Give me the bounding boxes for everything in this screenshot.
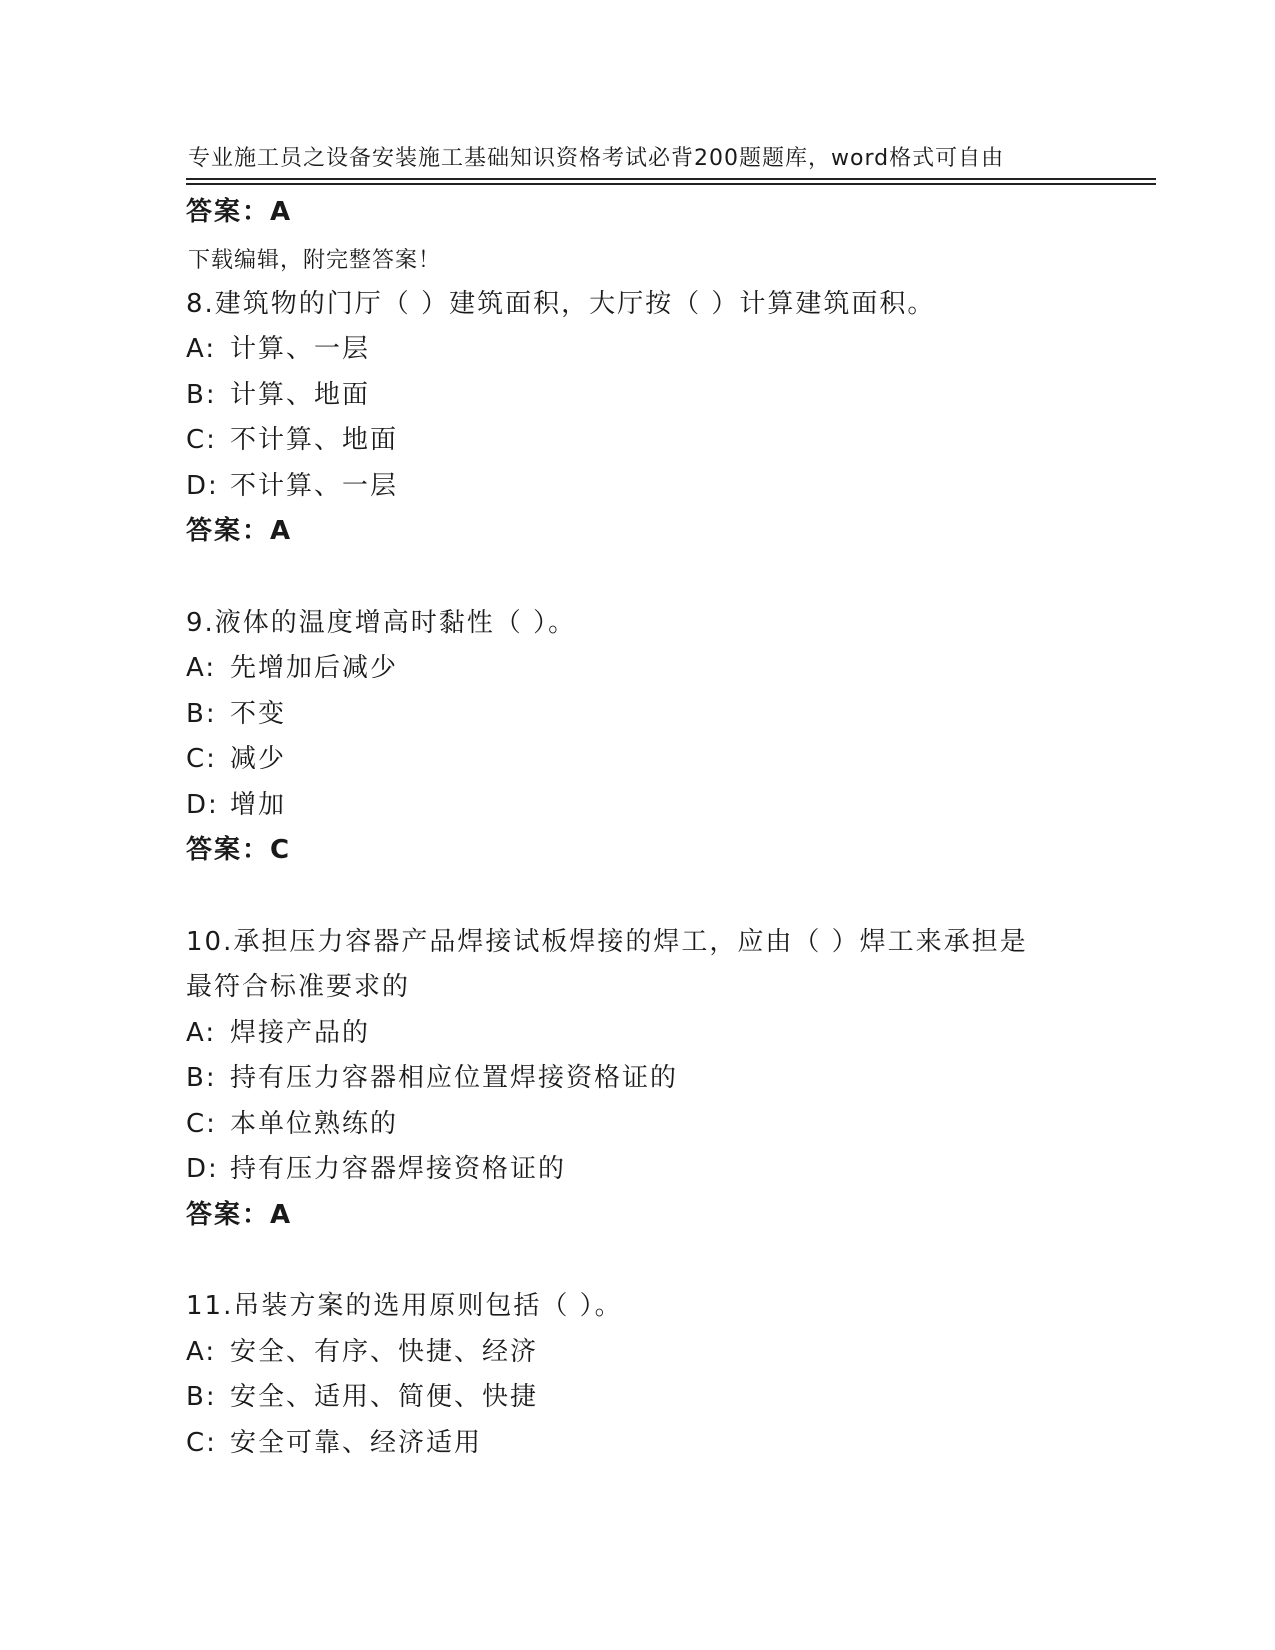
option-text: 安全、适用、简便、快捷: [230, 1382, 539, 1412]
option-label: B:: [186, 698, 217, 729]
option-c: [186, 418, 1146, 464]
answer-line: 答案：C: [186, 835, 292, 865]
option-b: [186, 1056, 1146, 1102]
option-label: A:: [186, 1017, 217, 1048]
option-text: 增加: [230, 789, 287, 820]
question-title: 9.液体的温度增高时黏性（ ）。: [186, 607, 577, 638]
option-label: B:: [186, 1063, 217, 1093]
option-c: [186, 1421, 1146, 1467]
option-d: [186, 1147, 1146, 1193]
option-text: 计算、地面: [230, 379, 371, 410]
option-d: [186, 464, 1146, 510]
option-text: 不计算、地面: [230, 425, 399, 455]
answer-line: 答案：A: [186, 1199, 293, 1230]
option-label: C:: [186, 744, 217, 774]
option-label: A:: [186, 653, 217, 683]
question-block: [186, 601, 1146, 874]
option-label: B:: [186, 379, 217, 410]
question-title-line-1: 10.承担压力容器产品焊接试板焊接的焊工，应由（ ）焊工来承担是: [186, 926, 1028, 957]
option-b: [186, 1375, 1146, 1421]
header-line-2: 下载编辑，附完整答案！: [188, 248, 442, 273]
answer-line: 答案：A: [186, 197, 293, 227]
option-text: 焊接产品的: [230, 1017, 371, 1048]
option-a: [186, 1330, 1146, 1376]
option-text: 安全可靠、经济适用: [230, 1427, 483, 1458]
option-text: 安全、有序、快捷、经济: [230, 1336, 539, 1367]
option-text: 不计算、一层: [230, 470, 399, 501]
option-label: A:: [186, 1336, 217, 1367]
option-c: [186, 1102, 1146, 1148]
option-label: D:: [186, 470, 219, 501]
option-b: [186, 373, 1146, 419]
question-block: [186, 920, 1146, 1239]
option-label: D:: [186, 789, 219, 820]
option-label: A:: [186, 334, 217, 364]
option-c: [186, 737, 1146, 783]
option-label: B:: [186, 1382, 217, 1412]
option-text: 持有压力容器相应位置焊接资格证的: [230, 1063, 679, 1093]
option-d: [186, 783, 1146, 829]
question-block: [186, 1284, 1146, 1466]
question-list: [186, 190, 1146, 1466]
option-a: [186, 646, 1146, 692]
option-text: 减少: [230, 744, 287, 774]
option-label: D:: [186, 1154, 219, 1184]
option-a: [186, 327, 1146, 373]
question-title: 11.吊装方案的选用原则包括（ ）。: [186, 1291, 623, 1321]
answer-line: 答案：A: [186, 516, 293, 546]
question-title-line-2: 最符合标准要求的: [186, 972, 411, 1002]
question-block: [186, 282, 1146, 555]
option-label: C:: [186, 425, 217, 455]
question-title: 8.建筑物的门厅（ ）建筑面积，大厅按（ ）计算建筑面积。: [186, 288, 936, 319]
header-divider-bottom: [186, 183, 1156, 185]
option-text: 本单位熟练的: [230, 1108, 399, 1139]
option-text: 持有压力容器焊接资格证的: [230, 1154, 567, 1184]
option-label: C:: [186, 1108, 217, 1139]
header-divider-top: [186, 178, 1156, 180]
option-b: [186, 692, 1146, 738]
option-a: [186, 1011, 1146, 1057]
option-text: 计算、一层: [230, 334, 371, 364]
option-label: C:: [186, 1427, 217, 1458]
option-text: 先增加后减少: [230, 653, 399, 683]
option-text: 不变: [230, 698, 287, 729]
header-line-1: 专业施工员之设备安装施工基础知识资格考试必背200题题库，word格式可自由: [188, 146, 1005, 171]
